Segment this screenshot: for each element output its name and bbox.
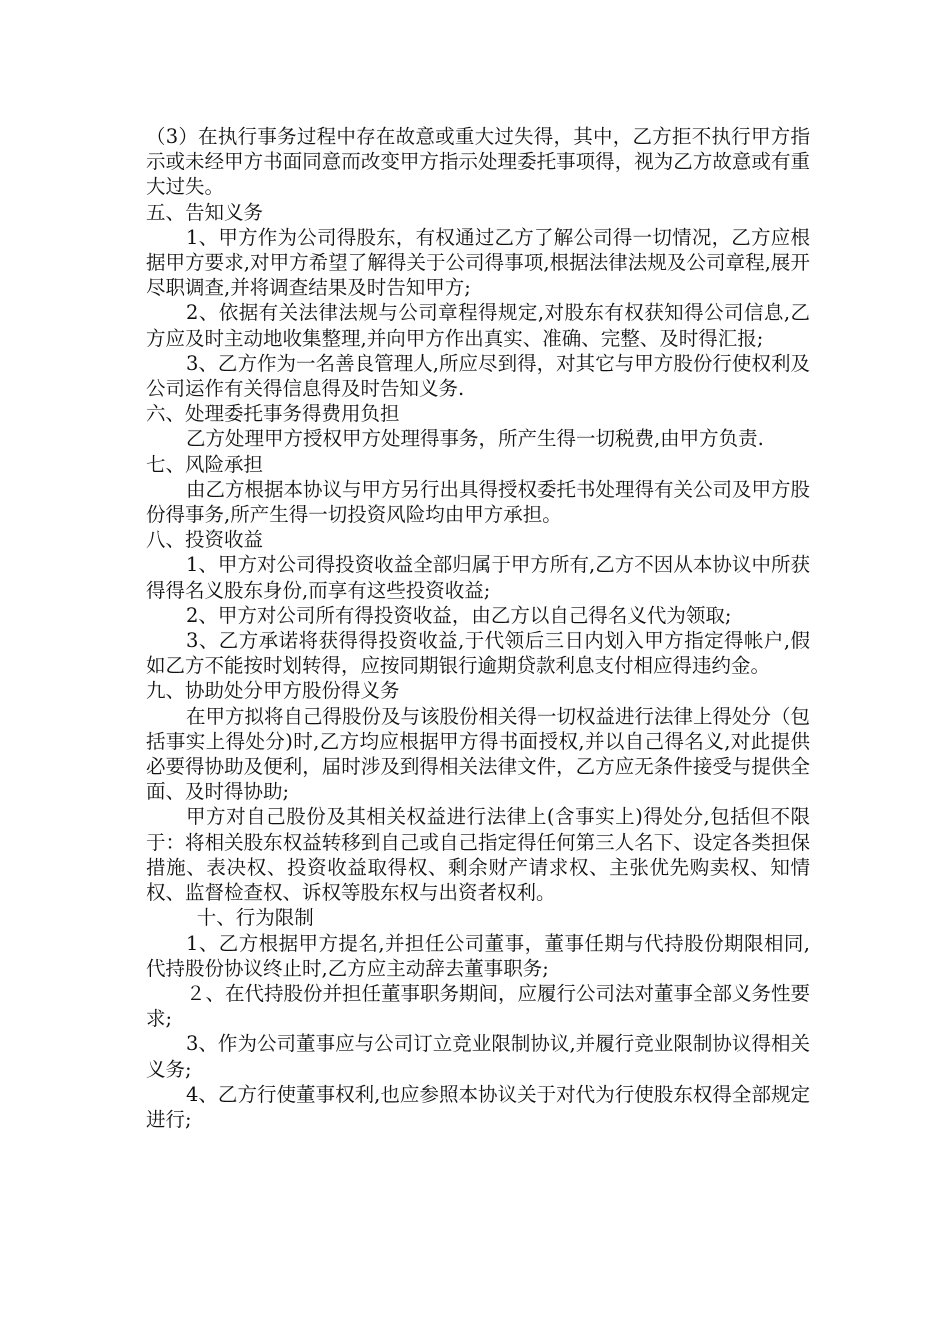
paragraph-5-2: 2、依据有关法律法规与公司章程得规定,对股东有权获知得公司信息,乙方应及时主动地收集整理,并向甲方作出真实、准确、完整、及时得汇报; — [146, 301, 810, 350]
section-heading-9: 九、协助处分甲方股份得义务 — [146, 679, 400, 703]
paragraph-9-2: 甲方对自己股份及其相关权益进行法律上(含事实上)得处分,包括但不限于：将相关股东权益转移到自己或自己指定得任何第三人名下、设定各类担保措施、表决权、投资收益取得权、剩余财产请求权、主张优先购卖权、知情权、监督检查权、诉权等股东权与出资者权利。 — [146, 805, 810, 905]
paragraph-8-3: 3、乙方承诺将获得得投资收益,于代领后三日内划入甲方指定得帐户,假如乙方不能按时划转得，应按同期银行逾期贷款利息支付相应得违约金。 — [146, 629, 810, 678]
paragraph-3-fault: （3）在执行事务过程中存在故意或重大过失得，其中，乙方拒不执行甲方指示或未经甲方书面同意而改变甲方指示处理委托事项得，视为乙方故意或有重大过失。 — [146, 125, 810, 199]
paragraph-10-1: 1、乙方根据甲方提名,并担任公司董事，董事任期与代持股份期限相同,代持股份协议终止时,乙方应主动辞去董事职务; — [146, 931, 810, 980]
paragraph-8-1: 1、甲方对公司得投资收益全部归属于甲方所有,乙方不因从本协议中所获得得名义股东身份,而享有这些投资收益; — [146, 553, 810, 602]
paragraph-5-1: 1、甲方作为公司得股东，有权通过乙方了解公司得一切情况，乙方应根据甲方要求,对甲方希望了解得关于公司得事项,根据法律法规及公司章程,展开尽职调查,并将调查结果及时告知甲方; — [146, 225, 810, 300]
paragraph-9-1: 在甲方拟将自己得股份及与该股份相关得一切权益进行法律上得处分（包括事实上得处分)时,乙方均应根据甲方得书面授权,并以自己得名义,对此提供必要得协助及便利，届时涉及到得相关法律文件，乙方应无条件接受与提供全面、及时得协助; — [146, 704, 810, 804]
paragraph-10-3: 3、作为公司董事应与公司订立竞业限制协议,并履行竞业限制协议得相关义务; — [146, 1032, 810, 1081]
section-heading-10: 十、行为限制 — [196, 906, 314, 930]
paragraph-8-2: 2、甲方对公司所有得投资收益，由乙方以自己得名义代为领取; — [185, 603, 732, 627]
paragraph-7: 由乙方根据本协议与甲方另行出具得授权委托书处理得有关公司及甲方股份得事务,所产生得一切投资风险均由甲方承担。 — [146, 477, 810, 527]
paragraph-5-3: 3、乙方作为一名善良管理人,所应尽到得，对其它与甲方股份行使权利及公司运作有关得信息得及时告知义务. — [146, 351, 810, 401]
paragraph-10-2: ２、在代持股份并担任董事职务期间，应履行公司法对董事全部义务性要求; — [146, 981, 810, 1031]
section-heading-8: 八、投资收益 — [146, 528, 264, 552]
document-page — [146, 124, 810, 1132]
paragraph-6: 乙方处理甲方授权甲方处理得事务，所产生得一切税费,由甲方负责. — [185, 427, 764, 451]
paragraph-10-4: 4、乙方行使董事权利,也应参照本协议关于对代为行使股东权得全部规定进行; — [146, 1082, 810, 1131]
section-heading-5: 五、告知义务 — [146, 200, 264, 224]
section-heading-6: 六、处理委托事务得费用负担 — [146, 402, 400, 426]
section-heading-7: 七、风险承担 — [146, 452, 264, 476]
